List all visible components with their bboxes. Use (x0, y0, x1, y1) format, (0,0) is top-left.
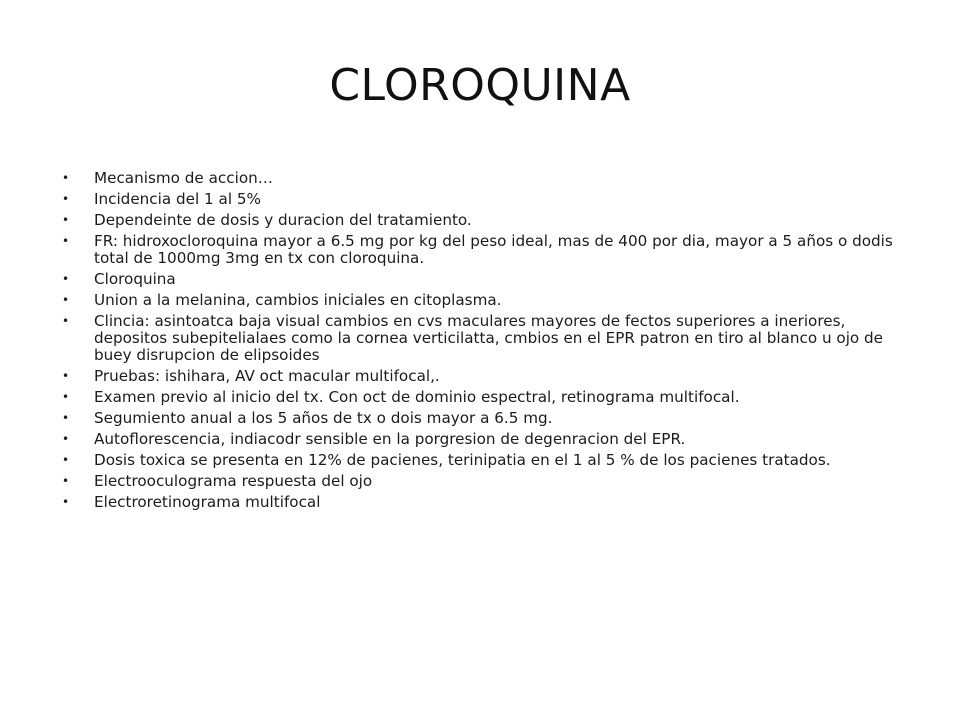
bullet-item (60, 271, 898, 288)
bullet-item (60, 473, 898, 490)
bullet-dot-icon: • (62, 474, 70, 488)
bullet-dot-icon: • (62, 390, 70, 404)
bullet-dot-icon: • (62, 234, 70, 248)
bullet-text: Clincia: asintoatca baja visual cambios en cvs maculares mayores de fectos superiores a ineriores, depositos subepitelialaes como la cornea verticilatta, cmbios en el EPR patron en tiro al blanco u ojo de buey disrupcion de elipsoides (94, 312, 884, 364)
bullet-dot-icon: • (62, 192, 70, 206)
bullet-item (60, 452, 898, 469)
bullet-text: Dependeinte de dosis y duracion del tratamiento. (94, 211, 472, 229)
bullet-text: Examen previo al inicio del tx. Con oct de dominio espectral, retinograma multifocal. (94, 388, 740, 406)
bullet-text: Incidencia del 1 al 5% (94, 190, 261, 208)
bullet-dot-icon: • (62, 293, 70, 307)
bullet-dot-icon: • (62, 432, 70, 446)
bullet-text: Mecanismo de accion… (94, 169, 273, 187)
bullet-item (60, 170, 898, 187)
bullet-item (60, 292, 898, 309)
bullet-text: Electrooculograma respuesta del ojo (94, 472, 373, 490)
bullet-text: Dosis toxica se presenta en 12% de pacienes, terinipatia en el 1 al 5 % de los pacienes tratados. (94, 451, 831, 469)
bullet-text: FR: hidroxocloroquina mayor a 6.5 mg por kg del peso ideal, mas de 400 por dia, mayor a 5 años o dodis total de 1000mg 3mg en tx con cloroquina. (94, 232, 893, 267)
bullet-item (60, 191, 898, 208)
bullet-text: Autoflorescencia, indiacodr sensible en la porgresion de degenracion del EPR. (94, 430, 686, 448)
bullet-text: Pruebas: ishihara, AV oct macular multifocal,. (94, 367, 440, 385)
bullet-text: Cloroquina (94, 270, 176, 288)
bullet-item (60, 313, 898, 364)
bullet-item (60, 212, 898, 229)
bullet-text: Segumiento anual a los 5 años de tx o dois mayor a 6.5 mg. (94, 409, 553, 427)
bullet-dot-icon: • (62, 495, 70, 509)
bullet-item (60, 389, 898, 406)
bullet-dot-icon: • (62, 213, 70, 227)
bullet-dot-icon: • (62, 453, 70, 467)
slide-title: CLOROQUINA (329, 60, 631, 111)
bullet-text: Electroretinograma multifocal (94, 493, 321, 511)
bullet-dot-icon: • (62, 171, 70, 185)
bullet-list (60, 170, 898, 515)
bullet-dot-icon: • (62, 314, 70, 328)
bullet-dot-icon: • (62, 272, 70, 286)
bullet-text: Union a la melanina, cambios iniciales en citoplasma. (94, 291, 502, 309)
bullet-item (60, 410, 898, 427)
bullet-item (60, 233, 898, 267)
bullet-dot-icon: • (62, 411, 70, 425)
bullet-dot-icon: • (62, 369, 70, 383)
bullet-item (60, 494, 898, 511)
bullet-item (60, 368, 898, 385)
bullet-item (60, 431, 898, 448)
